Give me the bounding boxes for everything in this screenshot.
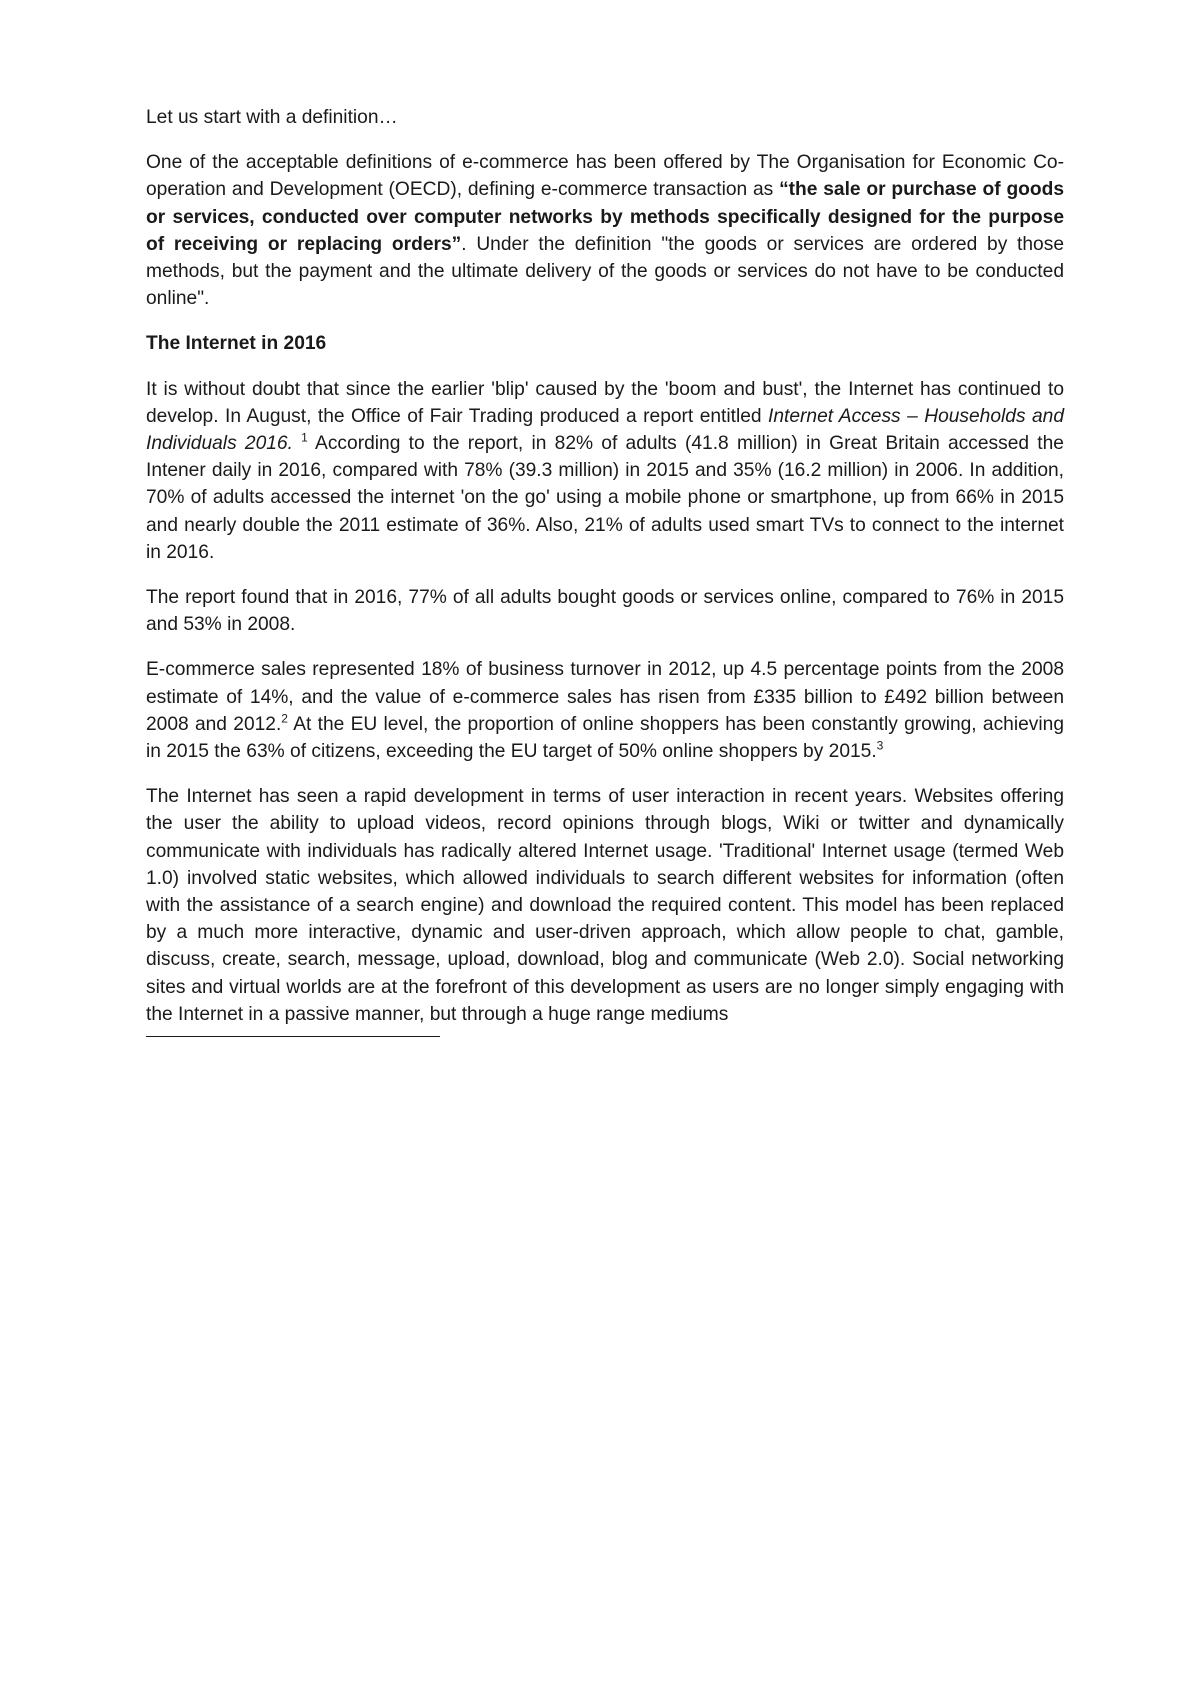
footnote-marker: 2 [281,711,288,726]
paragraph-text: E-commerce sales represented 18% of business turnover in 2012, up 4.5 percentage points from the 2008 estimate of 14%, and the value of e-commerce sales has risen from £335 billion to £492 billion between 2008 and 2012. [146,659,1064,735]
paragraph-text: It is without doubt that since the earlier 'blip' caused by the 'boom and bust', the Internet has continued to develop. In August, the Office of Fair Trading produced a report entitled [146,378,1064,427]
paragraph-text: One of the acceptable definitions of e-commerce has been offered by The Organisation for Economic Co-operation and Development (OECD), defining e-commerce transaction as [146,152,1064,201]
paragraph-web-development: The Internet has seen a rapid development in terms of user interaction in recent years. Websites offering the user the ability to upload videos, record opinions through blogs, Wiki or twitter and dynamically communicate with individuals has radically altered Internet usage. 'Traditional' Internet usage (termed Web 1.0) involved static websites, which allowed individuals to search different websites for information (often with the assistance of a search engine) and download the required content. This model has been replaced by a much more interactive, dynamic and user-driven approach, which allow people to chat, gamble, discuss, create, search, message, upload, download, blog and communicate (Web 2.0). Social networking sites and virtual worlds are at the forefront of this development as users are no longer simply engaging with the Internet in a passive manner, but through a huge range mediums [146,786,1064,1025]
bold-definition-quote: “the sale or purchase of goods or services, conducted over computer networks by methods specifically designed for the purpose of receiving or replacing orders” [146,179,1064,255]
footnote-marker: 1 [301,430,308,445]
italic-report-title: Internet Access – Households and Individuals 2016. [146,405,1064,455]
paragraph-internet-usage [146,376,1064,566]
paragraph-text: At the EU level, the proportion of online shoppers has been constantly growing, achieving in 2015 the 63% of citizens, exceeding the EU target of 50% online shoppers by 2015. [146,713,1064,763]
paragraph-text: According to the report, in 82% of adults (41.8 million) in Great Britain accessed the Intener daily in 2016, compared with 78% (39.3 million) in 2015 and 35% (16.2 million) in 2006. In addition, 70% of adults accessed the internet 'on the go' using a mobile phone or smartphone, up from 66% in 2015 and nearly double the 2011 estimate of 36%. Also, 21% of adults used smart TVs to connect to the internet in 2016. [146,433,1064,563]
document-body [146,104,1064,1037]
paragraph-online-purchases: The report found that in 2016, 77% of all adults bought goods or services online, compared to 76% in 2015 and 53% in 2008. [146,587,1064,636]
paragraph-oecd-definition [146,149,1064,312]
paragraph-text: . Under the definition "the goods or services are ordered by those methods, but the payment and the ultimate delivery of the goods or services do not have to be conducted online". [146,233,1064,310]
intro-line: Let us start with a definition… [146,107,398,128]
paragraph-ecommerce-sales [146,656,1064,765]
footnote-marker: 3 [876,738,884,753]
footnote-separator [146,1036,440,1037]
section-heading: The Internet in 2016 [146,333,327,355]
